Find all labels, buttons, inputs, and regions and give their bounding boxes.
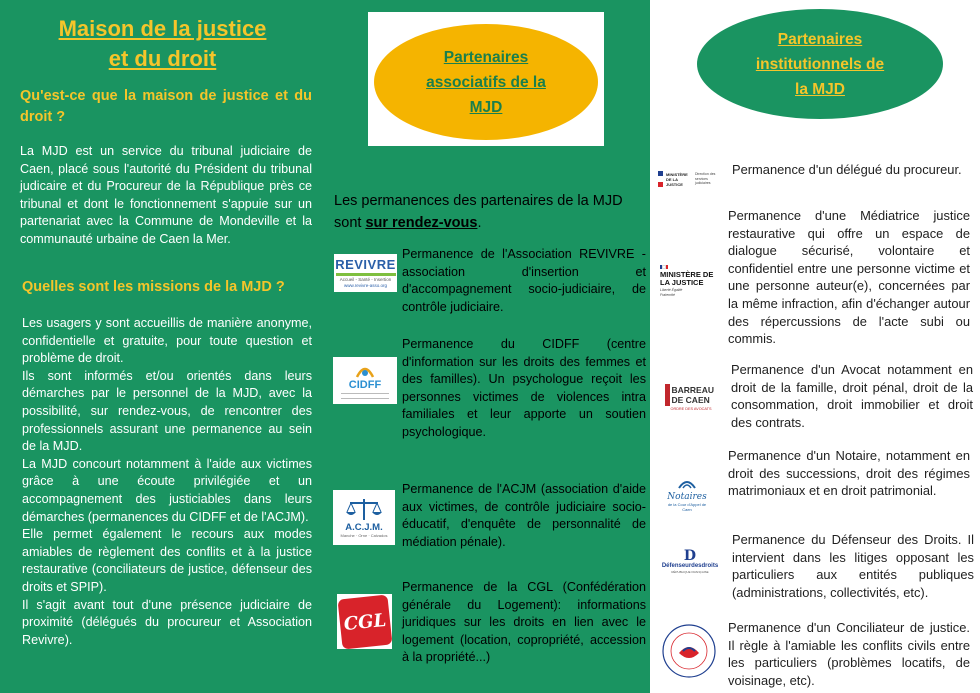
delegue-description: Permanence d'un délégué du procureur. (732, 162, 962, 177)
ministere-logo-motto: Liberté Égalité Fraternité (660, 287, 683, 297)
defenseur-logo (658, 546, 722, 576)
acjm-logo (333, 490, 395, 545)
notaire-description: Permanence d'un Notaire, notamment en droit des successions, droit des régimes matrimoniaux et en droit patrimonial. (728, 448, 970, 499)
intro-paragraph: La MJD est un service du tribunal judiciaire de Caen, placé sous l'autorité du Président du tribunal judicaire et du Procureur de la République près ce tribunal et dont le fonctionnement s'appuie sur un partenariat avec la Commune de Mondeville et la communauté urbaine de Caen la Mer. (20, 144, 312, 246)
acjm-logo-sub: Manche · Orne · Calvados (340, 533, 388, 538)
appointment-emphasis: sur rendez-vous (365, 215, 478, 231)
institutional-partners-ellipse (697, 9, 943, 119)
barreau-logo (660, 378, 722, 418)
revivre-description: Permanence de l'Association REVIVRE - association d'insertion et d'accompagnement socio-judiciaire, de contrôle judiciaire. (402, 247, 646, 314)
barreau-mark-icon (665, 384, 670, 406)
defenseur-logo-sub: RÉPUBLIQUE FRANÇAISE (671, 569, 709, 574)
appointment-note-end: . (477, 215, 482, 231)
conciliateurs-seal-icon (661, 623, 717, 679)
ministere-logo-small (658, 166, 726, 192)
question-heading-2: Quelles sont les missions de la MJD ? (22, 279, 285, 295)
cgl-description: Permanence de la CGL (Confédération générale du Logement): informations juridiques sur les droits en lien avec le logement (location, copropriété, accession à la propriété...) (402, 580, 646, 665)
associative-partners-ellipse (374, 24, 598, 140)
notaires-logo (662, 470, 712, 518)
ellipse-line: institutionnels de (755, 55, 885, 73)
cidff-logo (333, 357, 397, 404)
question-heading-1: Qu'est-ce que la maison de justice et du droit ? (20, 88, 312, 125)
cidff-logo-text: CIDFF (348, 378, 382, 391)
barreau-logo-text: BARREAU DE CAEN (671, 385, 714, 405)
associative-partners-header (368, 12, 604, 146)
defenseur-d-icon: D (683, 547, 697, 564)
cgl-logo (337, 594, 392, 649)
revivre-logo-text: REVIVRE (335, 256, 396, 272)
notaires-logo-sub: de la Cour d'Appel de Caen (667, 502, 707, 512)
cidff-description: Permanence du CIDFF (centre d'information sur les droits des femmes et des familles). Un psychologue reçoit les personnes victimes de violences intra familiales et leur apporte un soutien psychologique. (402, 337, 646, 439)
mediatrice-description: Permanence d'une Médiatrice justice restaurative qui offre un espace de dialogue sécurisé, volontaire et confidentiel entre une personne victime et une personne auteur(e), concernées par la même infraction, afin d'échanger autour des répercussions de l'acte subi ou commis. (728, 208, 970, 347)
missions-text (22, 315, 312, 649)
missions-paragraph: Elle permet également le recours aux modes amiables de règlement des conflits et à la justice restaurative (conciliateurs de justice, défenseur des droits et SPIP). (22, 527, 312, 594)
defenseur-description: Permanence du Défenseur des Droits. Il intervient dans les litiges opposant les particuliers aux entités publiques (administrations, collectivités, etc). (732, 532, 974, 600)
ministere-logo-text: MINISTÈRE DE LA JUSTICE (666, 171, 688, 187)
flag-icon (660, 265, 668, 269)
conciliateur-description: Permanence d'un Conciliateur de justice. Il règle à l'amiable les conflits civils entre les particuliers (problèmes locatifs, de voisinage, etc). (728, 620, 970, 688)
ministere-logo (660, 256, 722, 306)
appointment-note-text: Les permanences des partenaires de la MJD sont (334, 193, 623, 231)
revivre-logo (334, 254, 397, 292)
page-title (0, 14, 325, 74)
scales-icon (344, 496, 384, 522)
ministere-logo-text: MINISTÈRE DE LA JUSTICE (660, 269, 714, 287)
defenseur-logo-text: Défenseurdesdroits (661, 562, 719, 569)
conciliateurs-logo (660, 622, 718, 680)
ellipse-line: Partenaires (777, 30, 863, 48)
ellipse-line: MJD (469, 98, 503, 116)
missions-paragraph: Il s'agit avant tout d'une présence judiciaire de proximité (délégués du procureur et Association Revivre). (22, 597, 312, 647)
ellipse-line: la MJD (795, 80, 845, 98)
revivre-logo-sub: Accueil - Santé - Insertion (339, 276, 392, 282)
cidff-mark-icon (354, 363, 376, 379)
ellipse-line: associatifs de la (426, 73, 546, 91)
missions-paragraph: Les usagers y sont accueillis de manière anonyme, confidentielle et gratuite, pour toute question et problème de droit. (22, 316, 312, 366)
avocat-description: Permanence d'un Avocat notamment en droit de la famille, droit pénal, droit de la consommation, droit immobilier et droit des contrats. (731, 362, 973, 430)
title-line-2: et du droit (108, 46, 217, 71)
notaires-logo-text: Notaires (667, 492, 707, 502)
cgl-logo-text: CGL (342, 608, 387, 635)
revivre-logo-url: www.revivre-asso.org (343, 282, 387, 288)
acjm-logo-text: A.C.J.M. (345, 522, 383, 533)
barreau-logo-sub: ORDRE DES AVOCATS (670, 407, 712, 411)
acjm-description: Permanence de l'ACJM (association d'aide aux victimes, de contrôle judiciaire socio-éducatif, d'enquête de personnalité de médiation pénale). (402, 482, 646, 549)
appointment-note (334, 190, 634, 234)
notaires-mark-icon (677, 476, 697, 492)
title-line-1: Maison de la justice (58, 16, 267, 41)
missions-paragraph: La MJD concourt notamment à l'aide aux victimes grâce à une écoute privilégiée et un accompagnement des justiciables dans leurs démarches (permanences du CIDFF et de l'ACJM). (22, 456, 312, 524)
ellipse-line: Partenaires (443, 48, 529, 66)
missions-paragraph: Ils sont informés et/ou orientés dans leurs démarches par le personnel de la MJD, avec la possibilité, sur rendez-vous, de rencontrer des professionnels assurant une permanence au sein de la MJD. (22, 368, 312, 454)
left-panel (0, 0, 325, 693)
flag-icon (658, 171, 663, 187)
ministere-logo-sub: Direction des services judiciaires (695, 172, 716, 186)
